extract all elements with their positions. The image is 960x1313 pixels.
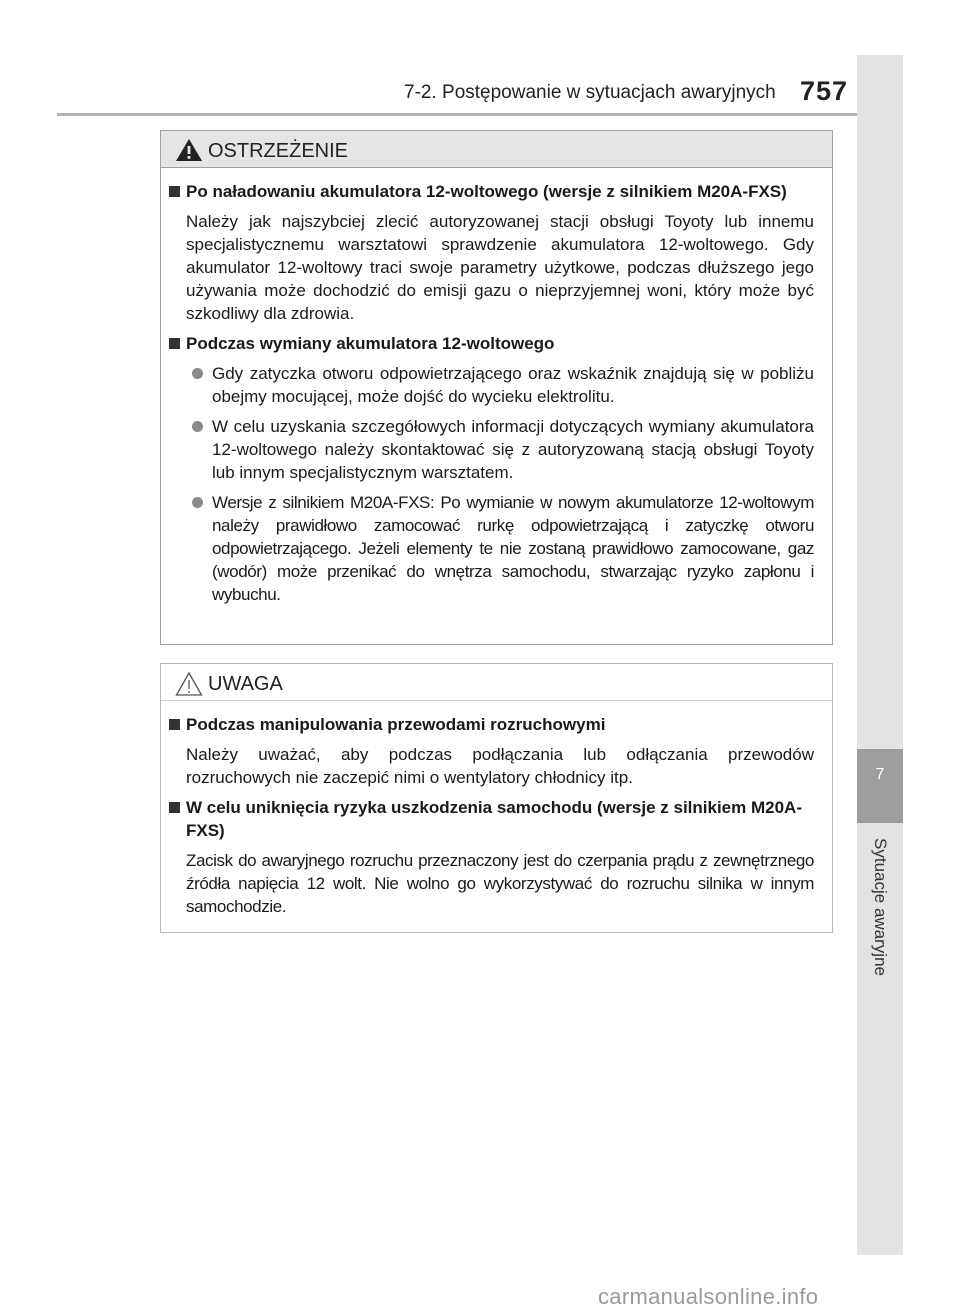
section-heading-text: Podczas manipulowania przewodami rozruchowymi	[186, 715, 606, 734]
watermark: carmanualsonline.info	[598, 1284, 819, 1309]
section-heading	[169, 332, 814, 355]
chapter-side-tab	[857, 55, 903, 1255]
section-heading	[169, 180, 814, 203]
square-bullet-icon	[169, 338, 180, 349]
circle-bullet-icon	[192, 368, 203, 379]
paragraph: Należy uważać, aby podczas podłączania lub odłączania przewodów rozruchowych nie zaczepić nimi o wentylatory chłodnicy itp.	[186, 745, 814, 787]
chapter-tab-marker[interactable]	[857, 749, 903, 823]
warning-box	[160, 130, 833, 645]
circle-bullet-icon	[192, 497, 203, 508]
chapter-label: Sytuacje awaryjne	[871, 838, 890, 976]
notice-box-header	[161, 664, 832, 701]
header-divider	[57, 113, 903, 116]
notice-title: UWAGA	[208, 673, 283, 695]
notice-body	[161, 701, 832, 918]
warning-triangle-icon	[175, 138, 203, 162]
paragraph: Zacisk do awaryjnego rozruchu przeznaczony jest do czerpania prądu z zewnętrznego źródła napięcia 12 wolt. Nie wolno go wykorzystywać do rozruchu silnika w innym samochodzie.	[186, 851, 814, 916]
section-heading-text: Podczas wymiany akumulatora 12-woltowego	[186, 334, 555, 353]
warning-body	[161, 168, 832, 606]
section-heading-text: Po naładowaniu akumulatora 12-woltowego (wersje z silnikiem M20A-FXS)	[186, 182, 787, 201]
circle-bullet-icon	[192, 421, 203, 432]
notice-box	[160, 663, 833, 933]
list-item-text: Wersje z silnikiem M20A-FXS: Po wymianie w nowym akumulatorze 12-woltowym należy prawidłowo zamocować rurkę odpowietrzającą i zatyczkę otworu odpowietrzającego. Jeżeli elementy te nie zostaną prawidłowo zamocowane, gaz (wodór) może przenikać do wnętrza samochodu, stwarzając ryzyko zapłonu i wybuchu.	[212, 493, 814, 604]
page-number: 757	[800, 76, 849, 106]
list-item	[192, 362, 814, 408]
warning-box-header	[161, 131, 832, 168]
section-heading	[169, 713, 814, 736]
section-heading-text: W celu uniknięcia ryzyka uszkodzenia samochodu (wersje z silnikiem M20A-FXS)	[186, 798, 802, 840]
caution-outline-icon	[175, 671, 203, 697]
square-bullet-icon	[169, 719, 180, 730]
list-item	[192, 491, 814, 606]
list-item-text: W celu uzyskania szczegółowych informacji dotyczących wymiany akumulatora 12-woltowego należy skontaktować się z autoryzowaną stacją obsługi Toyoty lub innym specjalistycznym warsztatem.	[212, 417, 814, 482]
list-item	[192, 415, 814, 484]
section-heading	[169, 796, 814, 842]
chapter-number: 7	[875, 766, 885, 783]
square-bullet-icon	[169, 802, 180, 813]
section-title: 7-2. Postępowanie w sytuacjach awaryjnych	[404, 82, 776, 103]
list-item-text: Gdy zatyczka otworu odpowietrzającego oraz wskaźnik znajdują się w pobliżu obejmy mocującej, może dojść do wycieku elektrolitu.	[212, 364, 814, 406]
paragraph: Należy jak najszybciej zlecić autoryzowanej stacji obsługi Toyoty lub innemu specjalistycznemu warsztatowi sprawdzenie akumulatora 12-woltowego. Gdy akumulator 12-woltowy traci swoje parametry użytkowe, podczas dłuższego jego używania może dochodzić do emisji gazu o nieprzyjemnej woni, który może być szkodliwy dla zdrowia.	[186, 212, 814, 323]
square-bullet-icon	[169, 186, 180, 197]
warning-title: OSTRZEŻENIE	[208, 140, 349, 162]
